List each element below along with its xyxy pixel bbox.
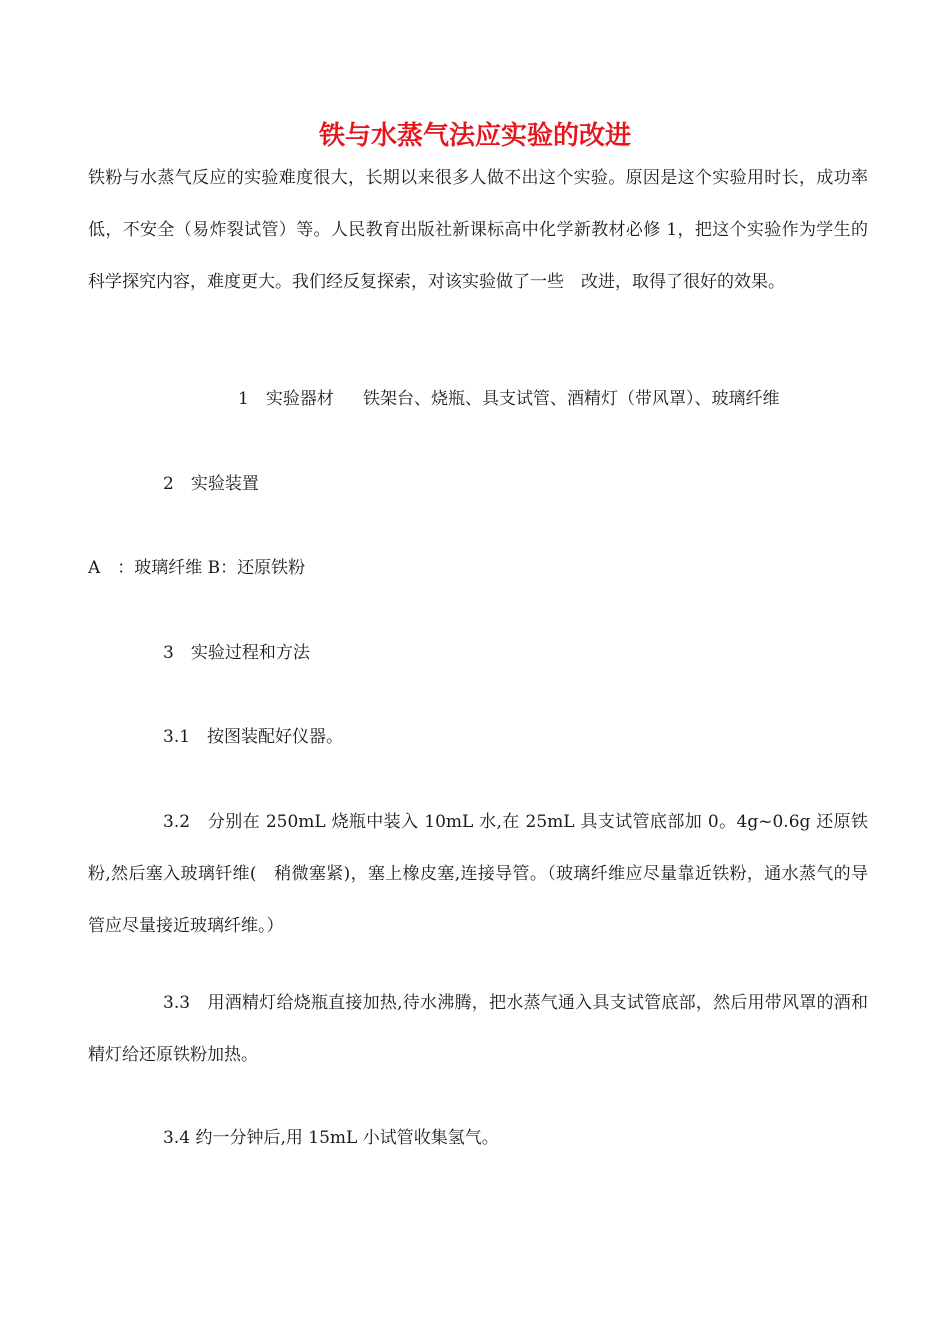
step-3-3: 3.3 用酒精灯给烧瓶直接加热,待水沸腾，把水蒸气通入具支试管底部，然后用带风罩的酒和精灯给还原铁粉加热。	[88, 993, 868, 1065]
section-apparatus: 2 实验装置	[163, 474, 259, 494]
section-procedure: 3 实验过程和方法	[163, 643, 310, 663]
intro-paragraph: 铁粉与水蒸气反应的实验难度很大，长期以来很多人做不出这个实验。原因是这个实验用时长，成功率低，不安全（易炸裂试管）等。人民教育出版社新课标高中化学新教材必修 1，把这个实验作为学生的科学探究内容，难度更大。我们经反复探索，对该实验做了一些 改进，取得了很好的效果。	[88, 168, 868, 292]
section-materials	[88, 373, 868, 425]
step-3-4: 3.4 约一分钟后,用 15mL 小试管收集氢气。	[163, 1128, 499, 1148]
materials-label: 1 实验器材	[238, 389, 334, 409]
materials-list: 铁架台、烧瓶、具支试管、酒精灯（带风罩）、玻璃纤维	[363, 389, 780, 409]
step-3-1: 3.1 按图装配好仪器。	[163, 727, 344, 747]
apparatus-legend: A ：玻璃纤维 B：还原铁粉	[88, 558, 306, 578]
page-title: 铁与水蒸气法应实验的改进	[318, 121, 631, 151]
step-3-2: 3.2 分别在 250mL 烧瓶中装入 10mL 水,在 25mL 具支试管底部加 0。4g~0.6g 还原铁粉,然后塞入玻璃钎维( 稍微塞紧)，塞上橡皮塞,连接导管。（玻璃纤维应尽量靠近铁粉，通水蒸气的导管应尽量接近玻璃纤维。）	[88, 812, 868, 936]
